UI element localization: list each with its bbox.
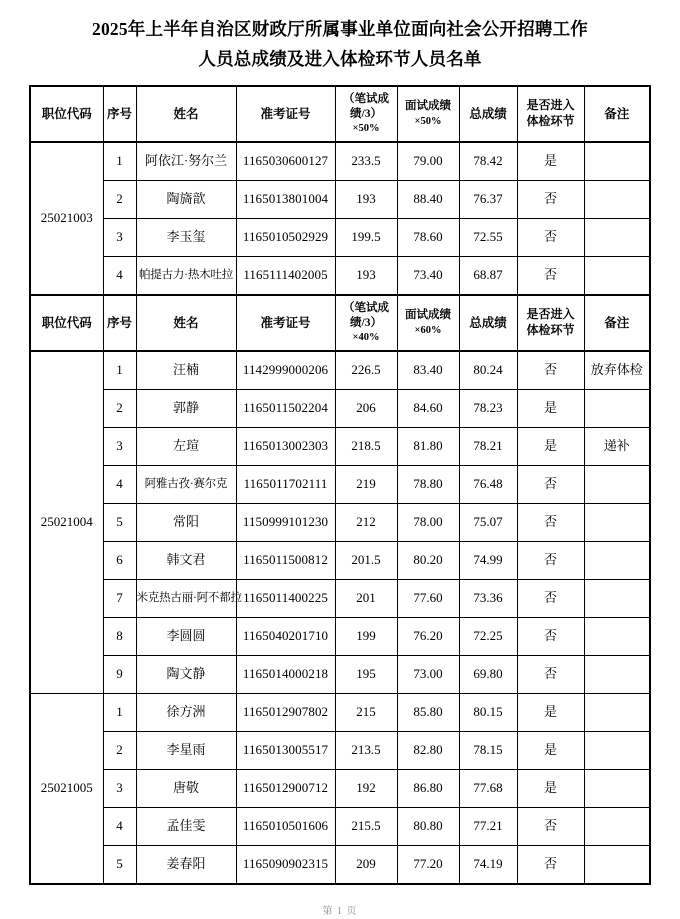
cell-written-score: 192 [335,770,397,808]
cell-remark [584,542,650,580]
cell-exam-number: 1165011502204 [236,390,335,428]
table-row [30,466,650,504]
cell-index: 5 [103,504,136,542]
table-row [30,846,650,885]
cell-interview-score: 81.80 [397,428,459,466]
table-row [30,732,650,770]
table-row [30,618,650,656]
cell-name: 陶文静 [136,656,236,694]
cell-interview-score: 85.80 [397,694,459,732]
cell-interview-score: 77.60 [397,580,459,618]
cell-exam-number: 1165040201710 [236,618,335,656]
header-total-score: 总成绩 [459,295,517,351]
header-name: 姓名 [136,295,236,351]
cell-total-score: 72.25 [459,618,517,656]
header-written-percent: ×40% [352,332,380,344]
cell-index: 4 [103,257,136,296]
cell-total-score: 75.07 [459,504,517,542]
cell-medical-pass: 否 [517,580,584,618]
cell-name: 米克热古丽·阿不都拉 [136,580,236,618]
cell-medical-pass: 否 [517,542,584,580]
cell-interview-score: 78.80 [397,466,459,504]
cell-medical-pass: 否 [517,808,584,846]
cell-medical-pass: 是 [517,428,584,466]
cell-interview-score: 86.80 [397,770,459,808]
cell-name: 姜春阳 [136,846,236,885]
table-row [30,219,650,257]
header-written-score: （笔试成 绩/3） ×50% [335,86,397,142]
cell-exam-number: 1165012900712 [236,770,335,808]
cell-remark [584,770,650,808]
header-interview-score: 面试成绩 ×50% [397,86,459,142]
cell-index: 6 [103,542,136,580]
cell-medical-pass: 否 [517,846,584,885]
cell-exam-number: 1165090902315 [236,846,335,885]
cell-medical-pass: 否 [517,466,584,504]
cell-written-score: 193 [335,181,397,219]
cell-exam-number: 1165010501606 [236,808,335,846]
header-total-score: 总成绩 [459,86,517,142]
table-row [30,504,650,542]
cell-index: 3 [103,428,136,466]
table-header-row [30,86,650,142]
header-medical-pass: 是否进入 体检环节 [517,86,584,142]
cell-index: 5 [103,846,136,885]
page-title [40,0,640,74]
cell-name: 孟佳雯 [136,808,236,846]
cell-exam-number: 1165013005517 [236,732,335,770]
cell-medical-pass: 否 [517,181,584,219]
cell-remark [584,618,650,656]
header-interview-percent: ×60% [414,325,442,336]
header-index: 序号 [103,295,136,351]
cell-remark [584,580,650,618]
cell-total-score: 74.99 [459,542,517,580]
header-interview-score: 面试成绩 ×60% [397,295,459,351]
cell-name: 陶旖歆 [136,181,236,219]
cell-name: 阿雅古孜·赛尔克 [136,466,236,504]
cell-medical-pass: 是 [517,142,584,181]
cell-interview-score: 79.00 [397,142,459,181]
cell-name: 李星雨 [136,732,236,770]
cell-written-score: 201.5 [335,542,397,580]
cell-index: 8 [103,618,136,656]
header-name: 姓名 [136,86,236,142]
cell-total-score: 74.19 [459,846,517,885]
page-footer: 第 1 页 [322,906,358,917]
cell-name: 徐方洲 [136,694,236,732]
cell-written-score: 218.5 [335,428,397,466]
cell-interview-score: 77.20 [397,846,459,885]
cell-written-score: 195 [335,656,397,694]
cell-index: 1 [103,694,136,732]
cell-medical-pass: 否 [517,504,584,542]
cell-total-score: 78.23 [459,390,517,428]
cell-index: 3 [103,770,136,808]
cell-total-score: 78.42 [459,142,517,181]
cell-remark [584,846,650,885]
cell-interview-score: 83.40 [397,351,459,390]
table-row [30,142,650,181]
table-row [30,770,650,808]
cell-name: 左瑄 [136,428,236,466]
table-row [30,390,650,428]
cell-index: 7 [103,580,136,618]
table-row [30,694,650,732]
cell-interview-score: 82.80 [397,732,459,770]
cell-exam-number: 1165111402005 [236,257,335,296]
cell-exam-number: 1165011400225 [236,580,335,618]
cell-index: 2 [103,390,136,428]
cell-name: 郭静 [136,390,236,428]
cell-exam-number: 1165014000218 [236,656,335,694]
cell-index: 2 [103,181,136,219]
cell-total-score: 68.87 [459,257,517,296]
cell-remark [584,694,650,732]
header-written-percent: ×50% [352,123,380,135]
cell-remark [584,732,650,770]
cell-medical-pass: 否 [517,618,584,656]
header-position-code: 职位代码 [30,86,103,142]
cell-position-code: 25021005 [30,694,103,885]
cell-written-score: 212 [335,504,397,542]
header-exam-number: 准考证号 [236,295,335,351]
table-row [30,428,650,466]
header-index: 序号 [103,86,136,142]
table-row [30,656,650,694]
header-written-score: （笔试成 绩/3） ×40% [335,295,397,351]
cell-written-score: 233.5 [335,142,397,181]
cell-exam-number: 1165013002303 [236,428,335,466]
cell-interview-score: 84.60 [397,390,459,428]
cell-remark [584,181,650,219]
results-table [29,85,651,885]
cell-total-score: 73.36 [459,580,517,618]
cell-total-score: 78.21 [459,428,517,466]
cell-name: 唐敬 [136,770,236,808]
cell-exam-number: 1165010502929 [236,219,335,257]
cell-remark [584,142,650,181]
cell-name: 帕提古力·热木吐拉 [136,257,236,296]
cell-total-score: 77.21 [459,808,517,846]
cell-written-score: 206 [335,390,397,428]
table-row [30,257,650,296]
cell-remark [584,466,650,504]
cell-medical-pass: 是 [517,694,584,732]
cell-medical-pass: 否 [517,351,584,390]
table-row [30,351,650,390]
cell-remark [584,504,650,542]
table-row [30,808,650,846]
cell-position-code: 25021003 [30,142,103,295]
cell-written-score: 215 [335,694,397,732]
header-position-code: 职位代码 [30,295,103,351]
cell-name: 常阳 [136,504,236,542]
cell-total-score: 78.15 [459,732,517,770]
cell-name: 李玉玺 [136,219,236,257]
cell-index: 4 [103,466,136,504]
cell-written-score: 209 [335,846,397,885]
cell-total-score: 76.37 [459,181,517,219]
cell-medical-pass: 是 [517,390,584,428]
cell-written-score: 201 [335,580,397,618]
header-interview-percent: ×50% [414,116,442,127]
header-remark: 备注 [584,295,650,351]
cell-name: 李圆圆 [136,618,236,656]
cell-written-score: 226.5 [335,351,397,390]
cell-exam-number: 1165012907802 [236,694,335,732]
cell-total-score: 77.68 [459,770,517,808]
cell-written-score: 199 [335,618,397,656]
cell-written-score: 215.5 [335,808,397,846]
cell-interview-score: 73.00 [397,656,459,694]
cell-name: 汪楠 [136,351,236,390]
cell-interview-score: 73.40 [397,257,459,296]
cell-exam-number: 1165011500812 [236,542,335,580]
cell-exam-number: 1165011702111 [236,466,335,504]
cell-total-score: 76.48 [459,466,517,504]
table-row [30,181,650,219]
cell-medical-pass: 否 [517,257,584,296]
cell-remark [584,257,650,296]
cell-medical-pass: 否 [517,656,584,694]
cell-index: 3 [103,219,136,257]
cell-exam-number: 1150999101230 [236,504,335,542]
cell-total-score: 69.80 [459,656,517,694]
cell-total-score: 80.15 [459,694,517,732]
cell-written-score: 193 [335,257,397,296]
cell-remark [584,390,650,428]
table-row [30,580,650,618]
cell-interview-score: 76.20 [397,618,459,656]
page-title-line-1: 2025年上半年自治区财政厅所属事业单位面向社会公开招聘工作 [92,19,588,39]
cell-index: 4 [103,808,136,846]
header-medical-pass: 是否进入 体检环节 [517,295,584,351]
header-exam-number: 准考证号 [236,86,335,142]
cell-medical-pass: 否 [517,219,584,257]
cell-exam-number: 1165013801004 [236,181,335,219]
cell-position-code: 25021004 [30,351,103,694]
header-remark: 备注 [584,86,650,142]
cell-index: 2 [103,732,136,770]
cell-remark: 放弃体检 [584,351,650,390]
cell-medical-pass: 是 [517,732,584,770]
cell-remark: 递补 [584,428,650,466]
page-title-line-2: 人员总成绩及进入体检环节人员名单 [198,49,482,69]
cell-name: 韩文君 [136,542,236,580]
cell-index: 9 [103,656,136,694]
cell-exam-number: 1142999000206 [236,351,335,390]
cell-interview-score: 80.20 [397,542,459,580]
table-header-row [30,295,650,351]
cell-interview-score: 78.00 [397,504,459,542]
table-row [30,542,650,580]
cell-exam-number: 1165030600127 [236,142,335,181]
cell-written-score: 219 [335,466,397,504]
cell-interview-score: 80.80 [397,808,459,846]
cell-total-score: 72.55 [459,219,517,257]
cell-remark [584,808,650,846]
cell-interview-score: 88.40 [397,181,459,219]
cell-index: 1 [103,351,136,390]
cell-remark [584,219,650,257]
cell-total-score: 80.24 [459,351,517,390]
cell-name: 阿依江·努尔兰 [136,142,236,181]
cell-index: 1 [103,142,136,181]
cell-remark [584,656,650,694]
cell-interview-score: 78.60 [397,219,459,257]
cell-written-score: 199.5 [335,219,397,257]
cell-medical-pass: 是 [517,770,584,808]
cell-written-score: 213.5 [335,732,397,770]
